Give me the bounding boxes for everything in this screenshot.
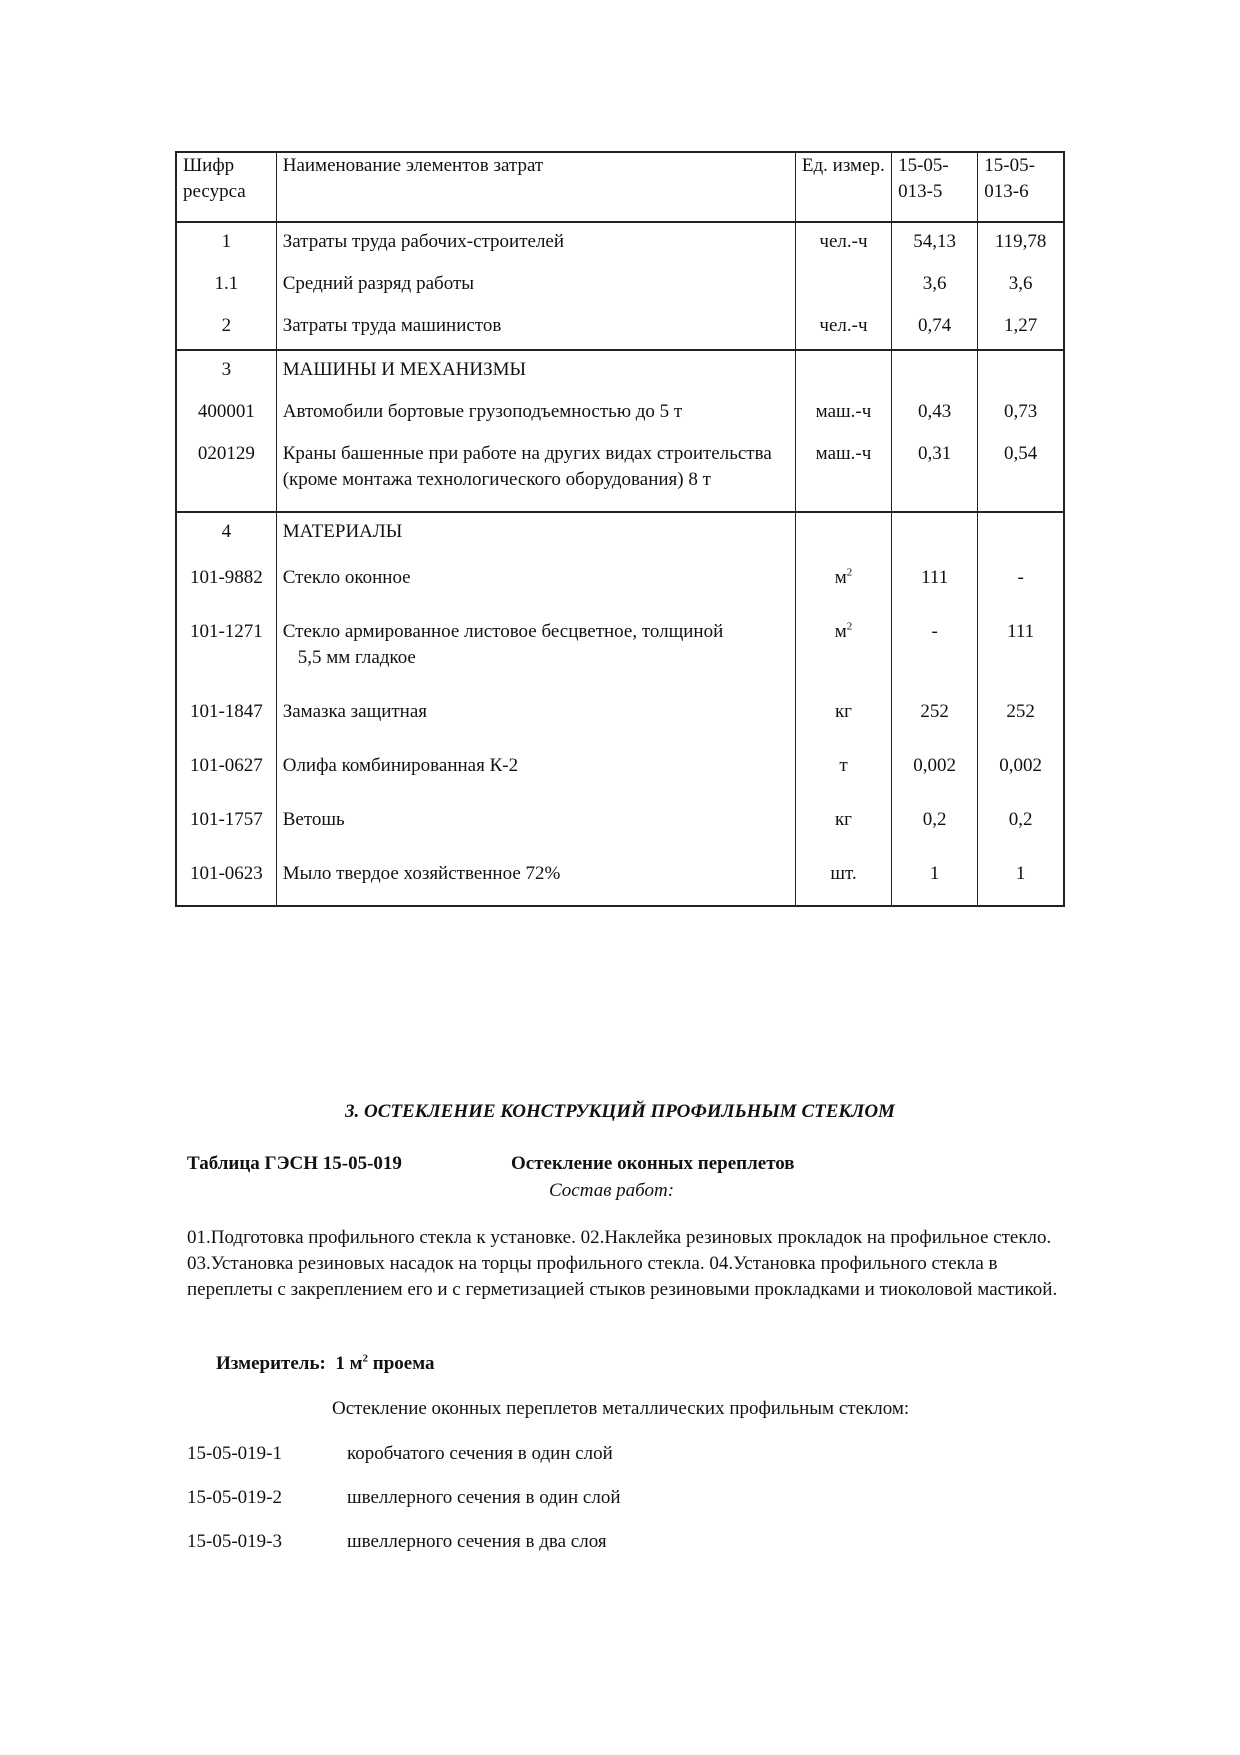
- header-col-6: 15-05-013-6: [978, 152, 1064, 222]
- row-unit: маш.-ч: [795, 393, 891, 435]
- list-item: [187, 1485, 621, 1529]
- row-name: Замазка защитная: [276, 689, 795, 743]
- row-value-6: [978, 350, 1064, 393]
- row-unit: чел.-ч: [795, 222, 891, 265]
- table-row: [176, 851, 1064, 906]
- variant-text: швеллерного сечения в два слоя: [347, 1531, 607, 1552]
- row-value-6: 0,2: [978, 797, 1064, 851]
- variant-text: коробчатого сечения в один слой: [347, 1443, 613, 1464]
- row-code: 3: [176, 350, 276, 393]
- row-value-5: -: [892, 609, 978, 689]
- variants-list: [187, 1441, 621, 1573]
- row-value-6: 1: [978, 851, 1064, 906]
- row-value-5: 111: [892, 555, 978, 609]
- row-code: 101-1847: [176, 689, 276, 743]
- row-name: Мыло твердое хозяйственное 72%: [276, 851, 795, 906]
- row-value-5: 0,43: [892, 393, 978, 435]
- table-number: Таблица ГЭСН 15-05-019: [187, 1153, 402, 1174]
- unit-superscript: 2: [846, 620, 853, 633]
- variant-text: швеллерного сечения в один слой: [347, 1487, 621, 1508]
- row-name: Автомобили бортовые грузоподъемностью до 5 т: [276, 393, 795, 435]
- row-name: Средний разряд работы: [276, 265, 795, 307]
- table-row: [176, 609, 1064, 689]
- row-code: 4: [176, 512, 276, 555]
- table-name: Остекление оконных переплетов: [511, 1153, 795, 1174]
- table-row: [176, 265, 1064, 307]
- row-code: 020129: [176, 435, 276, 512]
- composition-label: Состав работ:: [549, 1180, 675, 1201]
- row-code: 101-9882: [176, 555, 276, 609]
- row-unit: [795, 512, 891, 555]
- row-value-6: 0,73: [978, 393, 1064, 435]
- meter-label: Измеритель:: [216, 1353, 326, 1374]
- row-unit: [795, 609, 891, 689]
- row-unit: т: [795, 743, 891, 797]
- variant-code: 15-05-019-2: [187, 1487, 282, 1508]
- row-name-continuation: 5,5 мм гладкое: [297, 647, 416, 668]
- resource-table: [175, 151, 1065, 907]
- table-row: [176, 689, 1064, 743]
- table-row: [176, 555, 1064, 609]
- table-row: [176, 222, 1064, 265]
- list-item: [187, 1441, 621, 1485]
- row-value-6: 111: [978, 609, 1064, 689]
- meter-tail: проема: [372, 1353, 435, 1374]
- unit-text: м: [834, 621, 847, 642]
- row-code: 101-0627: [176, 743, 276, 797]
- row-value-6: 0,54: [978, 435, 1064, 512]
- row-value-5: 3,6: [892, 265, 978, 307]
- row-value-6: 1,27: [978, 307, 1064, 350]
- row-unit: [795, 265, 891, 307]
- table-caption: [187, 1153, 795, 1175]
- header-name: Наименование элементов затрат: [276, 152, 795, 222]
- table-row: [176, 743, 1064, 797]
- unit-text: м: [834, 567, 847, 588]
- table-row: [176, 797, 1064, 851]
- variants-heading: Остекление оконных переплетов металлических профильным стеклом:: [332, 1398, 910, 1419]
- row-unit: [795, 555, 891, 609]
- table-row: [176, 350, 1064, 393]
- row-value-5: 0,002: [892, 743, 978, 797]
- row-code: 1.1: [176, 265, 276, 307]
- row-value-5: 1: [892, 851, 978, 906]
- meter-line: [216, 1353, 435, 1375]
- row-name-text: Стекло армированное листовое бесцветное, толщиной: [282, 621, 724, 642]
- row-name: Стекло оконное: [276, 555, 795, 609]
- list-item: [187, 1529, 621, 1573]
- row-value-6: 0,002: [978, 743, 1064, 797]
- meter-value: 1 м: [335, 1353, 363, 1374]
- row-value-6: 3,6: [978, 265, 1064, 307]
- variant-code: 15-05-019-1: [187, 1443, 282, 1464]
- meter-superscript: 2: [362, 1352, 369, 1365]
- table-row: [176, 393, 1064, 435]
- row-value-5: 0,2: [892, 797, 978, 851]
- unit-superscript: 2: [846, 566, 853, 579]
- table-header-row: [176, 152, 1064, 222]
- row-code: 2: [176, 307, 276, 350]
- row-unit: чел.-ч: [795, 307, 891, 350]
- row-value-5: 0,31: [892, 435, 978, 512]
- section-title: 3. ОСТЕКЛЕНИЕ КОНСТРУКЦИЙ ПРОФИЛЬНЫМ СТЕКЛОМ: [345, 1101, 895, 1122]
- row-value-5: 252: [892, 689, 978, 743]
- row-name: Затраты труда машинистов: [276, 307, 795, 350]
- row-value-5: [892, 350, 978, 393]
- row-name: МАШИНЫ И МЕХАНИЗМЫ: [276, 350, 795, 393]
- row-value-5: 0,74: [892, 307, 978, 350]
- row-code: 1: [176, 222, 276, 265]
- row-name: Затраты труда рабочих-строителей: [276, 222, 795, 265]
- table-row: [176, 512, 1064, 555]
- row-name: Олифа комбинированная К-2: [276, 743, 795, 797]
- row-value-6: 252: [978, 689, 1064, 743]
- variant-code: 15-05-019-3: [187, 1531, 282, 1552]
- row-value-6: -: [978, 555, 1064, 609]
- row-code: 400001: [176, 393, 276, 435]
- row-code: 101-1757: [176, 797, 276, 851]
- table-row: [176, 435, 1064, 512]
- row-unit: шт.: [795, 851, 891, 906]
- table-row: [176, 307, 1064, 350]
- row-unit: маш.-ч: [795, 435, 891, 512]
- header-unit: Ед. измер.: [795, 152, 891, 222]
- row-name: МАТЕРИАЛЫ: [276, 512, 795, 555]
- row-value-5: [892, 512, 978, 555]
- row-name: [276, 609, 795, 689]
- row-unit: кг: [795, 689, 891, 743]
- row-code: 101-1271: [176, 609, 276, 689]
- works-description: 01.Подготовка профильного стекла к установке. 02.Наклейка резиновых прокладок на профильное стекло. 03.Установка резиновых насадок на торцы профильного стекла. 04.Установка профильного стекла в переплеты с закреплением его и с герметизацией стыков резиновыми прокладками и тиоколовой мастикой.: [187, 1227, 1058, 1300]
- header-code: Шифр ресурса: [176, 152, 276, 222]
- row-value-6: [978, 512, 1064, 555]
- header-col-5: 15-05-013-5: [892, 152, 978, 222]
- row-name: Ветошь: [276, 797, 795, 851]
- row-value-5: 54,13: [892, 222, 978, 265]
- row-unit: [795, 350, 891, 393]
- row-code: 101-0623: [176, 851, 276, 906]
- row-unit: кг: [795, 797, 891, 851]
- row-name: Краны башенные при работе на других видах строительства (кроме монтажа технологического оборудования) 8 т: [276, 435, 795, 512]
- row-value-6: 119,78: [978, 222, 1064, 265]
